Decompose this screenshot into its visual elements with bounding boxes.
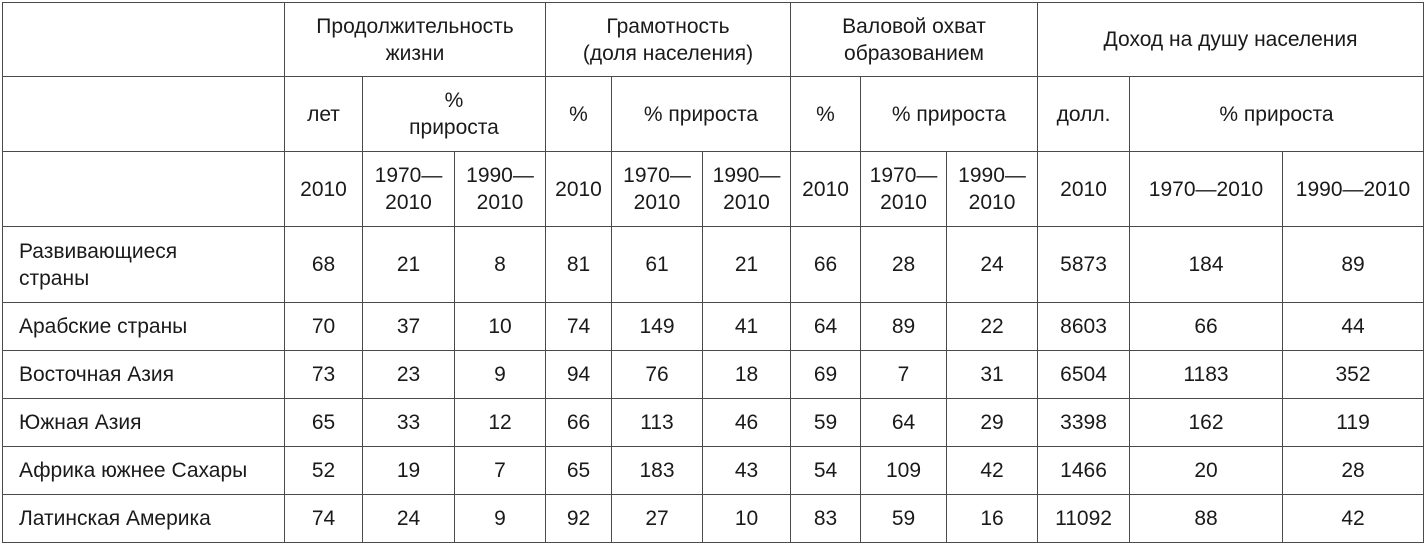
data-cell: 24 [947, 227, 1038, 303]
data-cell: 8603 [1038, 303, 1130, 351]
table-container [2, 2, 1424, 543]
corner-cell [3, 152, 285, 227]
data-cell: 61 [612, 227, 703, 303]
data-cell: 31 [947, 351, 1038, 399]
year-header: 2010 [1038, 152, 1130, 227]
data-cell: 73 [285, 351, 363, 399]
data-cell: 54 [791, 447, 861, 495]
data-cell: 18 [703, 351, 791, 399]
year-header: 1970—2010 [1130, 152, 1283, 227]
data-cell: 52 [285, 447, 363, 495]
data-cell: 3398 [1038, 399, 1130, 447]
region-label: Развивающиеся страны [3, 227, 285, 303]
data-cell: 9 [455, 351, 546, 399]
year-header: 1990—2010 [1283, 152, 1424, 227]
data-cell: 65 [546, 447, 612, 495]
data-cell: 113 [612, 399, 703, 447]
data-cell: 37 [363, 303, 455, 351]
year-header: 2010 [791, 152, 861, 227]
unit-header: % [791, 77, 861, 152]
unit-header: лет [285, 77, 363, 152]
data-cell: 23 [363, 351, 455, 399]
year-header: 2010 [546, 152, 612, 227]
data-cell: 109 [861, 447, 947, 495]
unit-header: долл. [1038, 77, 1130, 152]
development-indicators-table [2, 2, 1424, 543]
corner-cell [3, 77, 285, 152]
data-cell: 74 [546, 303, 612, 351]
year-header: 1990— 2010 [455, 152, 546, 227]
table-row [3, 495, 1424, 543]
data-cell: 89 [861, 303, 947, 351]
data-cell: 92 [546, 495, 612, 543]
data-cell: 10 [703, 495, 791, 543]
year-header: 1990— 2010 [703, 152, 791, 227]
data-cell: 59 [791, 399, 861, 447]
data-cell: 66 [546, 399, 612, 447]
region-label: Арабские страны [3, 303, 285, 351]
corner-cell [3, 3, 285, 77]
data-cell: 20 [1130, 447, 1283, 495]
header-row-units [3, 77, 1424, 152]
data-cell: 8 [455, 227, 546, 303]
data-cell: 1466 [1038, 447, 1130, 495]
data-cell: 28 [1283, 447, 1424, 495]
data-cell: 6504 [1038, 351, 1130, 399]
header-row-years [3, 152, 1424, 227]
unit-header: % прироста [861, 77, 1038, 152]
group-header-income: Доход на душу населения [1038, 3, 1424, 77]
data-cell: 29 [947, 399, 1038, 447]
data-cell: 94 [546, 351, 612, 399]
data-cell: 22 [947, 303, 1038, 351]
data-cell: 27 [612, 495, 703, 543]
data-cell: 81 [546, 227, 612, 303]
data-cell: 24 [363, 495, 455, 543]
data-cell: 44 [1283, 303, 1424, 351]
data-cell: 21 [703, 227, 791, 303]
region-label: Африка южнее Сахары [3, 447, 285, 495]
data-cell: 11092 [1038, 495, 1130, 543]
data-cell: 59 [861, 495, 947, 543]
data-cell: 12 [455, 399, 546, 447]
year-header: 2010 [285, 152, 363, 227]
data-cell: 19 [363, 447, 455, 495]
data-cell: 28 [861, 227, 947, 303]
data-cell: 16 [947, 495, 1038, 543]
data-cell: 183 [612, 447, 703, 495]
group-header-life-expectancy: Продолжительность жизни [285, 3, 546, 77]
unit-header: % прироста [1130, 77, 1424, 152]
data-cell: 43 [703, 447, 791, 495]
data-cell: 10 [455, 303, 546, 351]
data-cell: 42 [947, 447, 1038, 495]
data-cell: 162 [1130, 399, 1283, 447]
year-header: 1990— 2010 [947, 152, 1038, 227]
unit-header: % прироста [612, 77, 791, 152]
data-cell: 7 [861, 351, 947, 399]
data-cell: 66 [1130, 303, 1283, 351]
group-header-enrollment: Валовой охват образованием [791, 3, 1038, 77]
region-label: Южная Азия [3, 399, 285, 447]
data-cell: 46 [703, 399, 791, 447]
data-cell: 83 [791, 495, 861, 543]
table-row [3, 447, 1424, 495]
data-cell: 68 [285, 227, 363, 303]
data-cell: 70 [285, 303, 363, 351]
data-cell: 89 [1283, 227, 1424, 303]
data-cell: 66 [791, 227, 861, 303]
data-cell: 119 [1283, 399, 1424, 447]
year-header: 1970— 2010 [612, 152, 703, 227]
region-label: Восточная Азия [3, 351, 285, 399]
header-row-groups [3, 3, 1424, 77]
data-cell: 69 [791, 351, 861, 399]
group-header-literacy: Грамотность (доля населения) [546, 3, 791, 77]
data-cell: 33 [363, 399, 455, 447]
data-cell: 41 [703, 303, 791, 351]
data-cell: 42 [1283, 495, 1424, 543]
data-cell: 76 [612, 351, 703, 399]
data-cell: 21 [363, 227, 455, 303]
table-row [3, 399, 1424, 447]
data-cell: 65 [285, 399, 363, 447]
data-cell: 149 [612, 303, 703, 351]
data-cell: 7 [455, 447, 546, 495]
table-row [3, 303, 1424, 351]
data-cell: 64 [791, 303, 861, 351]
unit-header: % [546, 77, 612, 152]
table-row [3, 351, 1424, 399]
unit-header: % прироста [363, 77, 546, 152]
data-cell: 64 [861, 399, 947, 447]
data-cell: 88 [1130, 495, 1283, 543]
data-cell: 1183 [1130, 351, 1283, 399]
year-header: 1970— 2010 [861, 152, 947, 227]
data-cell: 9 [455, 495, 546, 543]
data-cell: 352 [1283, 351, 1424, 399]
region-label: Латинская Америка [3, 495, 285, 543]
table-row [3, 227, 1424, 303]
data-cell: 184 [1130, 227, 1283, 303]
year-header: 1970— 2010 [363, 152, 455, 227]
data-cell: 74 [285, 495, 363, 543]
data-cell: 5873 [1038, 227, 1130, 303]
